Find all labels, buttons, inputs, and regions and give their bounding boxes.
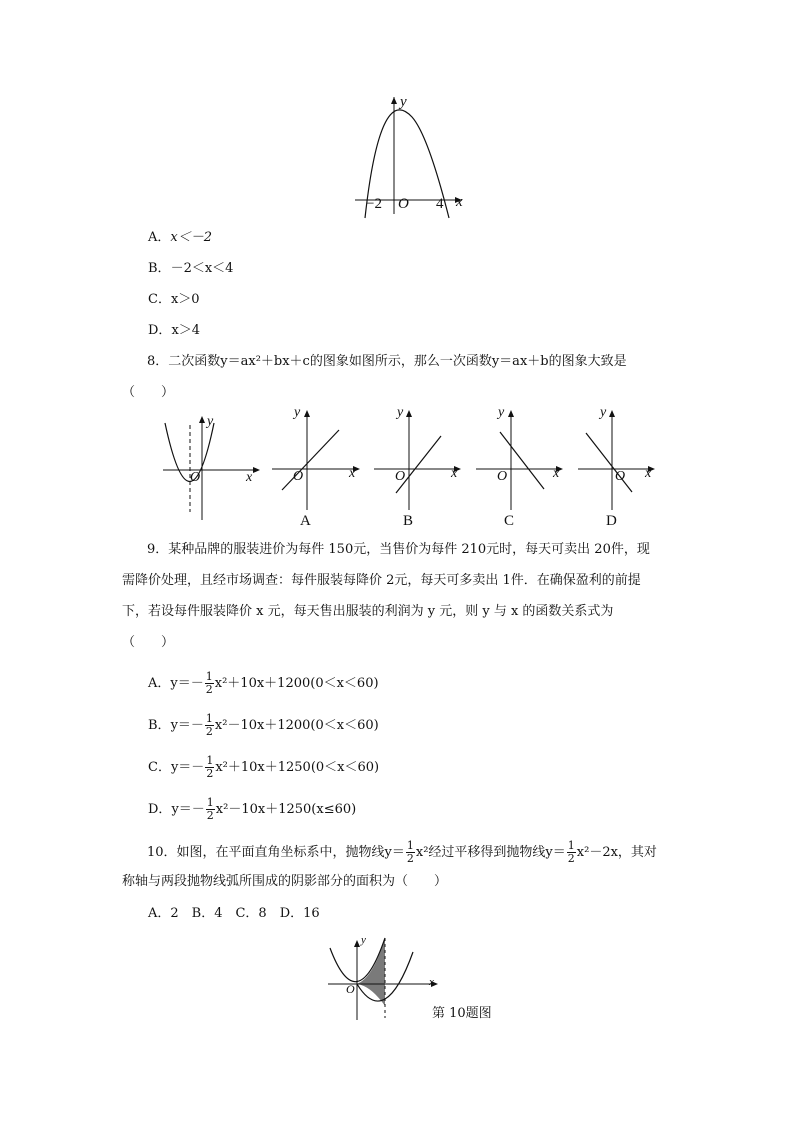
q10-y-label: y (361, 934, 366, 946)
q9-option-c: C．y＝－ $\frac{1}{2}$ x²＋10x＋1250(0＜x＜60) (148, 754, 380, 780)
q10-x-label: x (429, 976, 434, 988)
fig7-four-label: 4 (436, 196, 444, 212)
q8-given-o: O (190, 470, 201, 485)
q8-a-y: y (294, 405, 301, 420)
q10-line-2: 称轴与两段抛物线弧所围成的阴影部分的面积为（ ） (122, 874, 448, 889)
q8-choice-c-label: C (504, 513, 515, 529)
q9-line-2: 需降价处理，且经市场调查：每件服装每降价 2元，每天可多卖出 1件．在确保盈利的前提 (122, 573, 641, 588)
half-fraction: $\frac{1}{2}$ (406, 839, 414, 865)
q8-c-y: y (498, 405, 505, 420)
fig7-origin-label: O (398, 196, 409, 212)
fig7-y-label: y (400, 94, 407, 110)
q8-given-x: x (246, 470, 253, 485)
q8-b-y: y (397, 405, 404, 420)
half-fraction: $\frac{1}{2}$ (567, 839, 575, 865)
half-fraction: $\frac{1}{2}$ (205, 712, 213, 738)
q8-b-x: x (451, 466, 458, 481)
q8-d-x: x (645, 466, 652, 481)
q9-option-b: B．y＝－ $\frac{1}{2}$ x²－10x＋1200(0＜x＜60) (148, 712, 379, 738)
q7-option-a: A．x＜－2 (148, 230, 212, 245)
q8-d-o: O (615, 469, 626, 484)
fig7-x-label: x (456, 194, 463, 210)
q8-c-o: O (497, 469, 508, 484)
q9-option-a: A．y＝－ $\frac{1}{2}$ x²＋10x＋1200(0＜x＜60) (148, 670, 379, 696)
q8-choice-d-label: D (606, 513, 617, 529)
q7-option-d: D．x＞4 (148, 323, 201, 338)
q8-text: 8．二次函数y＝ax²＋bx＋c的图象如图所示，那么一次函数y＝ax＋b的图象大致是 (147, 354, 627, 369)
q8-b-o: O (395, 469, 406, 484)
q8-c-x: x (553, 466, 560, 481)
q8-a-o: O (293, 469, 304, 484)
half-fraction: $\frac{1}{2}$ (206, 796, 214, 822)
q7-option-c: C．x＞0 (148, 292, 200, 307)
q8-given-y: y (207, 414, 214, 429)
q8-choice-b-label: B (403, 513, 414, 529)
q8-d-y: y (600, 405, 607, 420)
q7-option-b: B．－2＜x＜4 (148, 261, 234, 276)
q8-a-x: x (349, 466, 356, 481)
q9-paren: （ ） (122, 635, 175, 650)
q10-origin-label: O (346, 982, 355, 996)
q9-line-1: 9．某种品牌的服装进价为每件 150元，当售价为每件 210元时，每天可卖出 20件，现 (147, 542, 650, 557)
q8-paren: （ ） (122, 385, 175, 400)
fig7-neg2-label: −2 (366, 196, 382, 212)
q9-option-d: D．y＝－ $\frac{1}{2}$ x²－10x＋1250(x≤60) (148, 796, 357, 822)
half-fraction: $\frac{1}{2}$ (206, 754, 214, 780)
q10-line-1: 10．如图，在平面直角坐标系中，抛物线y＝ $\frac{1}{2}$ x²经过平移得到抛物线y＝ $\frac{1}{2}$ x²－2x，其对 (147, 839, 657, 865)
q10-options: A．2 B．4 C．8 D．16 (148, 906, 320, 921)
half-fraction: $\frac{1}{2}$ (205, 670, 213, 696)
q9-line-3: 下，若设每件服装降价 x 元，每天售出服装的利润为 y 元，则 y 与 x 的函数关系式为 (122, 604, 614, 619)
q10-caption: 第 10题图 (432, 1006, 492, 1021)
q8-choice-a-label: A (300, 513, 311, 529)
